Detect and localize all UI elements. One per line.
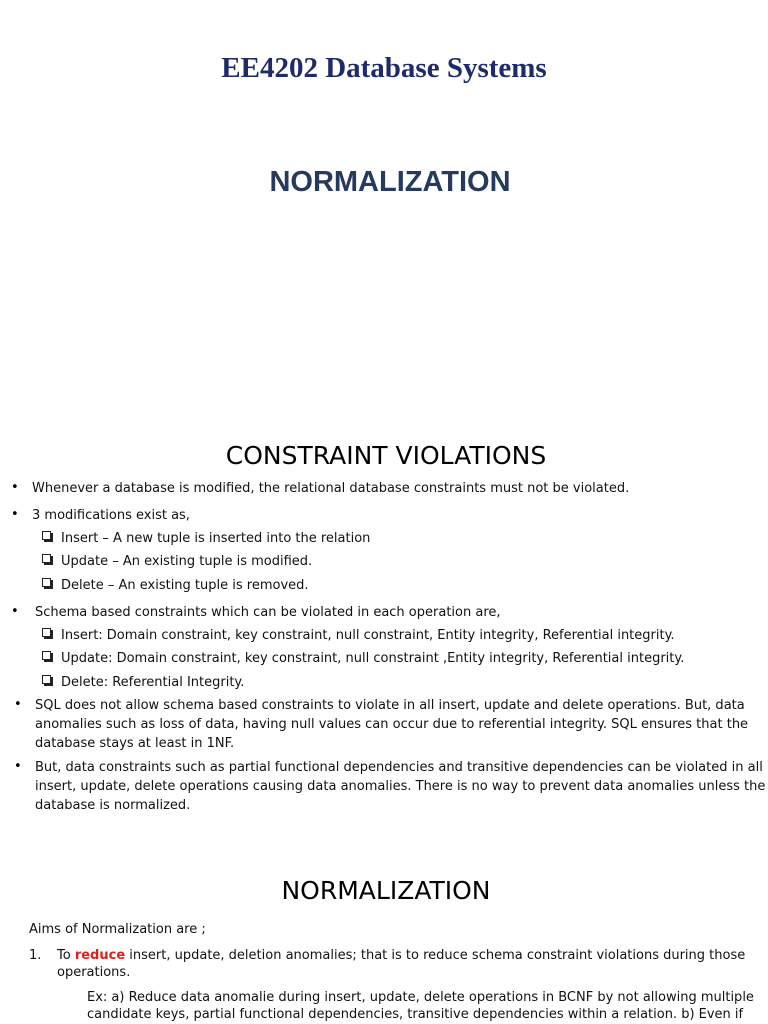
checkbox-square-icon: [42, 578, 51, 587]
checkbox-square-icon: [42, 531, 51, 540]
sub-bullet-text: Delete – An existing tuple is removed.: [61, 578, 309, 593]
sub-bullet-text: Insert: Domain constraint, key constraint, null constraint, Entity integrity, Referential integrity.: [61, 628, 675, 643]
sub-bullet-text: Delete: Referential Integrity.: [61, 675, 245, 690]
bullet-dot-icon: •: [14, 759, 22, 774]
aims-intro: Aims of Normalization are ;: [29, 922, 206, 937]
example-line: candidate keys, partial functional dependencies, transitive dependencies within a relation. b) Even if: [87, 1007, 744, 1022]
aim-item-line: operations.: [57, 965, 131, 980]
bullet-dot-icon: •: [14, 697, 22, 712]
bullet-text-line: anomalies such as loss of data, having null values can occur due to referential integrity. SQL ensures that the: [35, 717, 749, 732]
bullet-text-line: insert, update, delete operations causing data anomalies. There is no way to prevent data anomalies unless the: [35, 779, 766, 794]
bullet-text: 3 modifications exist as,: [32, 508, 190, 523]
bullet-text-line: SQL does not allow schema based constraints to violate in all insert, update and delete operations. But, data: [35, 698, 745, 713]
course-title: EE4202 Database Systems: [221, 52, 547, 84]
highlight-reduce: reduce: [74, 948, 126, 963]
sub-bullet-text: Insert – A new tuple is inserted into the relation: [61, 531, 371, 546]
example-line: Ex: a) Reduce data anomalie during insert, update, delete operations in BCNF by not allowing multiple: [87, 990, 754, 1005]
bullet-text-line: But, data constraints such as partial functional dependencies and transitive dependencies can be violated in all: [35, 760, 763, 775]
bullet-dot-icon: •: [11, 604, 19, 619]
topic-title: NORMALIZATION: [269, 166, 511, 198]
checkbox-square-icon: [42, 554, 51, 563]
bullet-dot-icon: •: [11, 507, 19, 522]
aim-text: insert, update, deletion anomalies; that is to reduce schema constraint violations during those: [129, 948, 746, 963]
sub-bullet-text: Update: Domain constraint, key constraint, null constraint ,Entity integrity, Referential integrity.: [61, 651, 685, 666]
list-number: 1.: [29, 948, 42, 963]
bullet-text-line: database stays at least in 1NF.: [35, 736, 235, 751]
constraint-violations-heading: CONSTRAINT VIOLATIONS: [225, 441, 547, 470]
bullet-text: Whenever a database is modified, the relational database constraints must not be violated.: [32, 481, 630, 496]
bullet-text: Schema based constraints which can be violated in each operation are,: [35, 605, 501, 620]
aim-prefix: To: [57, 948, 71, 963]
bullet-text-line: database is normalized.: [35, 798, 191, 813]
sub-bullet-text: Update – An existing tuple is modified.: [61, 554, 313, 569]
checkbox-square-icon: [42, 675, 51, 684]
checkbox-square-icon: [42, 628, 51, 637]
bullet-dot-icon: •: [11, 480, 19, 495]
checkbox-square-icon: [42, 651, 51, 660]
normalization-heading: NORMALIZATION: [281, 876, 491, 905]
aim-item-line: [57, 946, 762, 965]
